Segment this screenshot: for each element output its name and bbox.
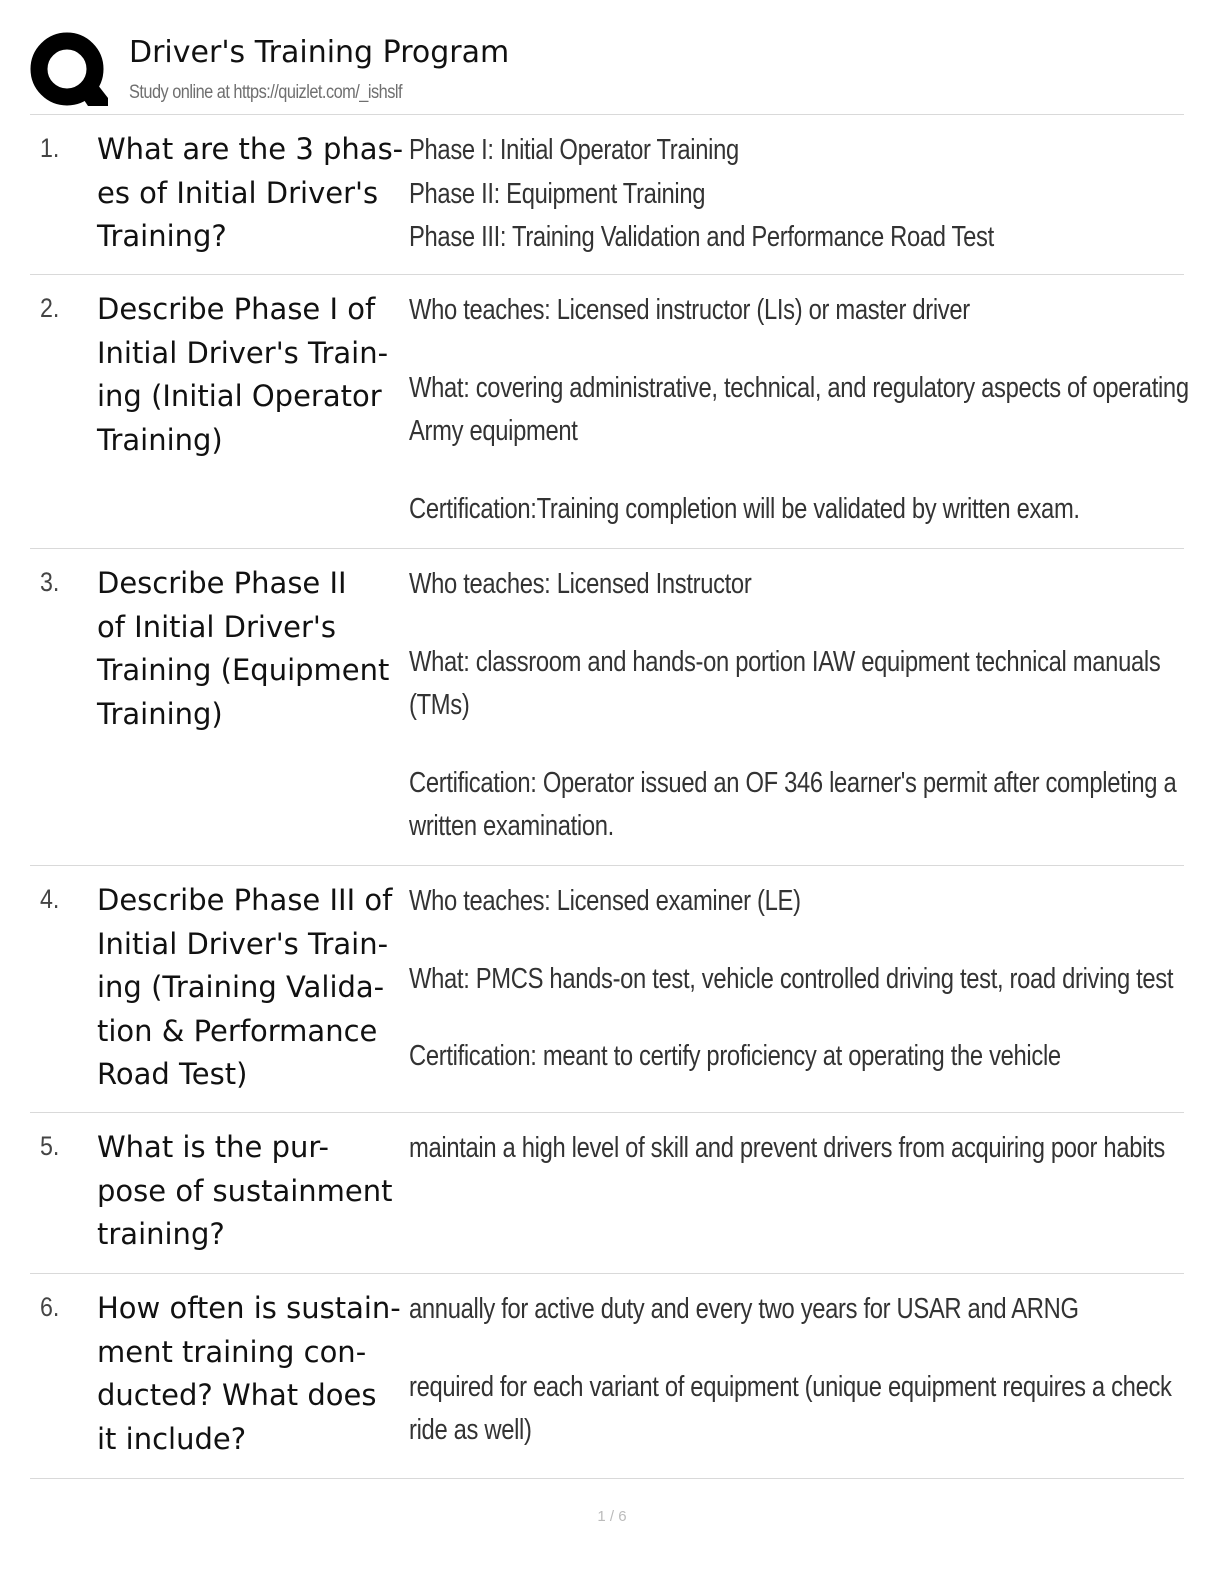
- term-line: Training?: [97, 219, 227, 253]
- definition-line: Army equipment: [409, 415, 578, 447]
- term-line: ment training con-: [97, 1334, 367, 1369]
- quizlet-logo-icon: [30, 32, 108, 110]
- definition-line: Certification: Operator issued an OF 346 learner's permit after completing a: [409, 766, 1177, 799]
- flashcard-row: [30, 275, 1189, 549]
- card-term: [97, 128, 403, 259]
- term-line: it include?: [97, 1421, 247, 1456]
- term-line: ing (Initial Operator: [97, 379, 382, 413]
- definition-line: annually for active duty and every two years for USAR and ARNG: [409, 1293, 1079, 1325]
- card-term: [97, 288, 403, 462]
- definition-line: Phase III: Training Validation and Performance Road Test: [409, 221, 994, 253]
- card-definition: [409, 563, 1177, 849]
- study-online-link[interactable]: Study online at https://quizlet.com/_ishslf: [129, 82, 402, 103]
- flashcard-row: [30, 1274, 1184, 1479]
- term-line: Describe Phase I of: [97, 292, 376, 326]
- definition-spacer: [409, 1332, 1114, 1366]
- term-line: Describe Phase II: [97, 566, 347, 600]
- card-term: [97, 562, 403, 736]
- term-line: training?: [97, 1217, 225, 1251]
- definition-line: (TMs): [409, 689, 470, 721]
- definition-line: Who teaches: Licensed examiner (LE): [409, 885, 801, 917]
- term-line: Describe Phase III of: [97, 883, 393, 917]
- definition-line: maintain a high level of skill and prevent drivers from acquiring poor habits: [409, 1132, 1165, 1164]
- definition-spacer: [409, 454, 1114, 488]
- card-definition: [409, 1127, 1165, 1171]
- card-term: [97, 879, 403, 1097]
- page-header: [30, 28, 1184, 115]
- definition-line: required for each variant of equipment (unique equipment requires a check: [409, 1370, 1172, 1403]
- definition-line: Certification: meant to certify proficiency at operating the vehicle: [409, 1040, 1061, 1072]
- card-number: 2.: [40, 293, 60, 323]
- card-definition: [409, 1288, 1172, 1453]
- term-line: Initial Driver's Train-: [97, 335, 389, 370]
- definition-line: Certification:Training completion will be validated by written exam.: [409, 492, 1080, 525]
- definition-line: What: classroom and hands-on portion IAW equipment technical manuals: [409, 645, 1161, 678]
- definition-spacer: [409, 333, 1114, 367]
- card-definition: [409, 880, 1174, 1079]
- definition-line: ride as well): [409, 1414, 532, 1446]
- term-line: Initial Driver's Train-: [97, 926, 389, 961]
- card-definition: [409, 289, 1189, 531]
- term-line: What is the pur-: [97, 1130, 329, 1164]
- definition-spacer: [409, 607, 1114, 641]
- page-indicator: 1 / 6: [597, 1508, 627, 1525]
- card-term: [97, 1126, 403, 1257]
- term-line: What are the 3 phas-: [97, 132, 404, 166]
- term-line: Training): [97, 422, 223, 457]
- definition-line: Who teaches: Licensed instructor (LIs) or master driver: [409, 294, 970, 326]
- term-line: How often is sustain-: [97, 1291, 401, 1325]
- definition-spacer: [409, 1001, 1114, 1035]
- term-line: Training (Equipment: [97, 653, 390, 687]
- definition-spacer: [409, 728, 1114, 762]
- definition-line: What: covering administrative, technical, and regulatory aspects of operating: [409, 371, 1189, 404]
- card-number: 1.: [40, 133, 60, 163]
- term-line: Training): [97, 696, 223, 731]
- definition-line: written examination.: [409, 810, 614, 842]
- card-definition: [409, 129, 1114, 260]
- term-line: ing (Training Valida-: [97, 970, 385, 1004]
- flashcard-row: [30, 115, 1184, 275]
- definition-line: Phase I: Initial Operator Training: [409, 134, 739, 166]
- term-line: ducted? What does: [97, 1378, 377, 1412]
- flashcard-row: [30, 549, 1184, 866]
- definition-line: What: PMCS hands-on test, vehicle controlled driving test, road driving test: [409, 962, 1174, 995]
- flashcard-row: [30, 1113, 1184, 1274]
- page-title: Driver's Training Program: [129, 35, 510, 70]
- card-term: [97, 1287, 403, 1461]
- term-line: Road Test): [97, 1057, 248, 1091]
- definition-spacer: [409, 924, 1114, 958]
- term-line: pose of sustainment: [97, 1173, 393, 1208]
- term-line: es of Initial Driver's: [97, 175, 379, 210]
- card-number: 4.: [40, 884, 60, 914]
- definition-line: Phase II: Equipment Training: [409, 177, 706, 210]
- card-number: 5.: [40, 1131, 60, 1161]
- term-line: tion & Performance: [97, 1013, 378, 1048]
- card-number: 3.: [40, 567, 60, 597]
- card-number: 6.: [40, 1292, 60, 1322]
- flashcard-row: [30, 866, 1184, 1113]
- term-line: of Initial Driver's: [97, 609, 336, 644]
- definition-line: Who teaches: Licensed Instructor: [409, 568, 752, 600]
